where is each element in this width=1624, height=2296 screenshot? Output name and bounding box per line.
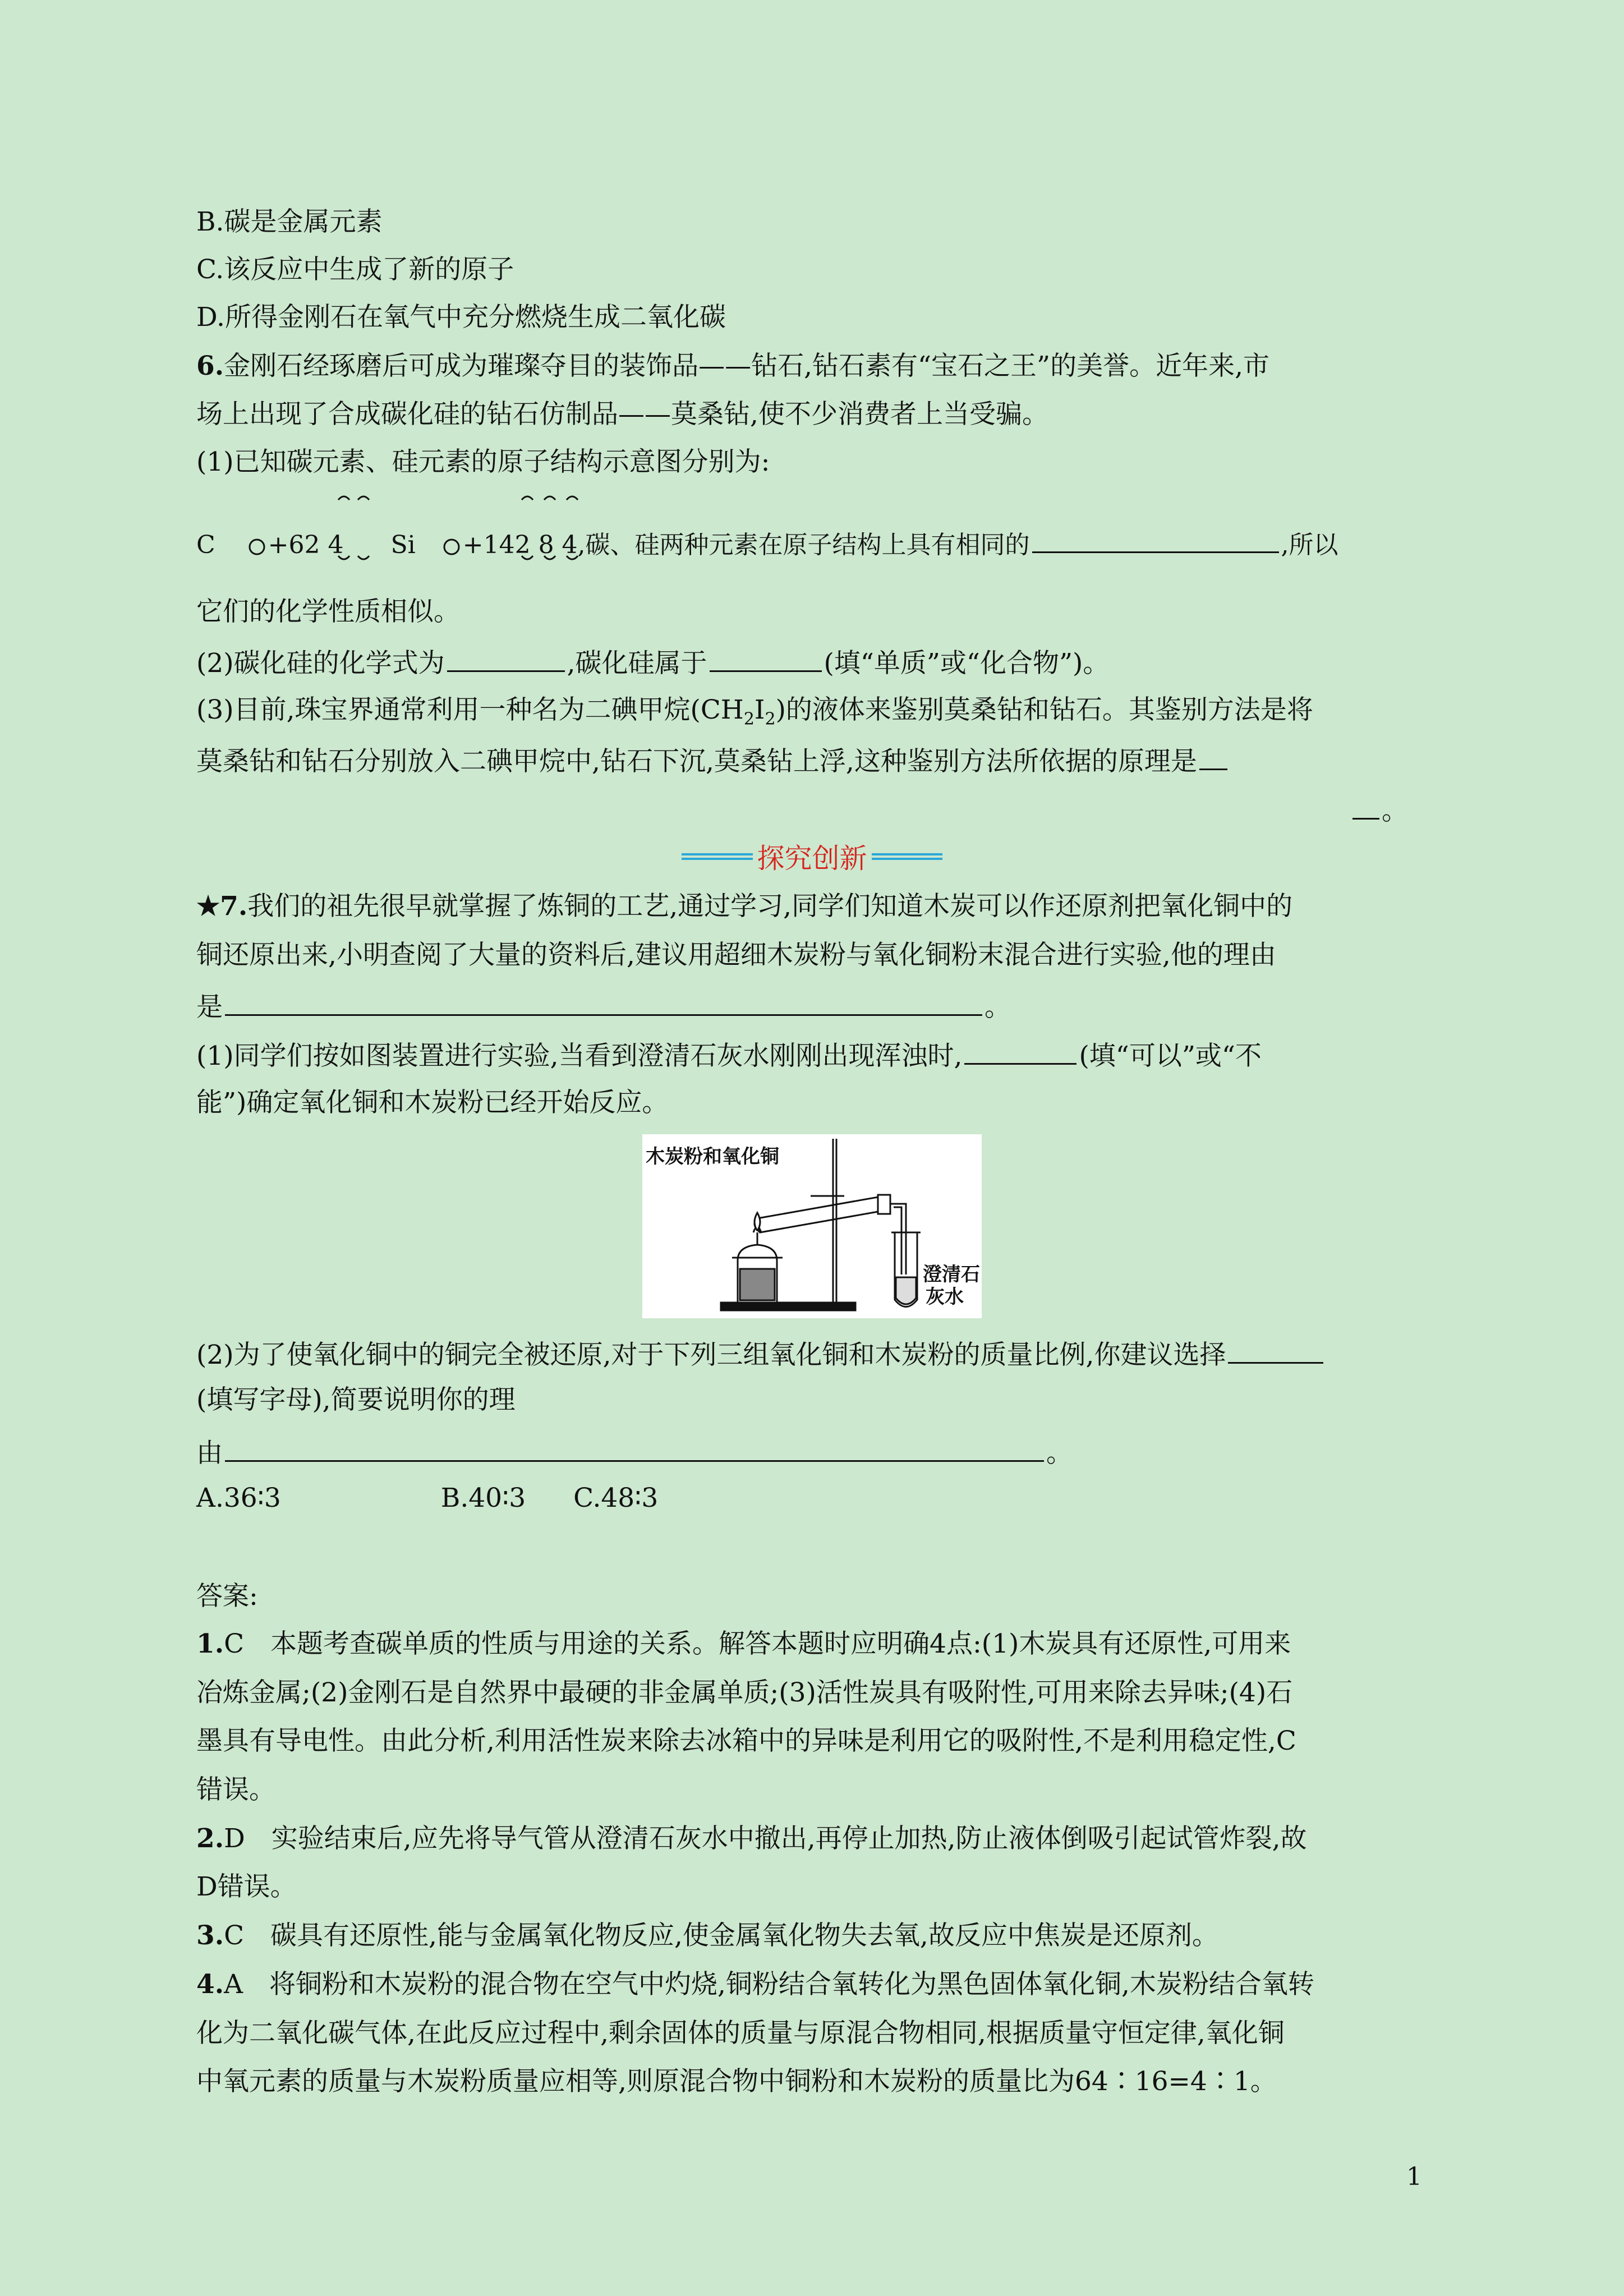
figure-label-reactants: 木炭粉和氧化铜: [646, 1145, 779, 1168]
carbon-atom-diagram: [246, 528, 344, 563]
q6-part3: [196, 693, 1428, 737]
q7-option-c: C.48∶3: [573, 1483, 659, 1513]
q6-part3-text-c: 莫桑钻和钻石分别放入二碘甲烷中,钻石下沉,莫桑钻上浮,这种鉴别方法所依据的原理是: [196, 746, 1197, 777]
carbon-diagram-text: +62 4: [268, 531, 344, 559]
answer-1-line4: 错误。: [196, 1774, 275, 1805]
q6-atom-line: [196, 524, 1428, 563]
q6-part3-text-b: )的液体来鉴别莫桑钻和钻石。其鉴别方法是将: [775, 694, 1313, 725]
option-b: B.碳是金属元素: [196, 206, 383, 237]
q6-part1-end: ,所以: [1281, 531, 1338, 559]
electron-shell-arcs-icon: [335, 489, 386, 573]
q7-number: ★7.: [196, 891, 248, 922]
q6-part3-end: 。: [1382, 795, 1408, 826]
answer-2-line2: D错误。: [196, 1871, 297, 1902]
q6-blank-principle[interactable]: [1199, 742, 1227, 770]
q7-options: [196, 1481, 1428, 1516]
option-c: C.该反应中生成了新的原子: [196, 254, 514, 285]
answer-1-line2: 冶炼金属;(2)金刚石是自然界中最硬的非金属单质;(3)活性炭具有吸附性,可用来除去异味;(4)石: [196, 1677, 1293, 1708]
q6-part2: [196, 643, 1428, 681]
subscript: 2: [765, 709, 776, 729]
answer-2-number: 2.: [196, 1823, 224, 1854]
q7-part2-line3-text: 由: [196, 1438, 223, 1469]
q6-intro-text: 金刚石经琢磨后可成为璀璨夺目的装饰品——钻石,钻石素有“宝石之王”的美誉。近年来,市: [224, 351, 1270, 381]
q7-option-a: A.36∶3: [196, 1483, 281, 1513]
q6-part3-iodine: I: [754, 694, 765, 725]
q6-intro-line2: 场上出现了合成碳化硅的钻石仿制品——莫桑钻,使不少消费者上当受骗。: [196, 399, 1048, 430]
q7-blank-can[interactable]: [964, 1036, 1076, 1065]
answer-4-number: 4.: [196, 1969, 224, 2000]
q7-blank-choice[interactable]: [1228, 1335, 1323, 1364]
electron-shell-arcs-icon: [519, 489, 592, 573]
answers-heading: 答案:: [196, 1581, 258, 1612]
answer-3-text: C 碳具有还原性,能与金属氧化物反应,使金属氧化物失去氧,故反应中焦炭是还原剂。: [224, 1920, 1218, 1951]
q7-part1: [196, 1036, 1428, 1074]
answer-1-line3: 墨具有导电性。由此分析,利用活性炭来除去冰箱中的异味是利用它的吸附性,不是利用稳定性,C: [196, 1726, 1296, 1756]
answer-2-line1: [196, 1821, 1428, 1856]
silicon-diagram-text: +142 8 4: [462, 531, 578, 559]
answer-1-line1: [196, 1627, 1428, 1662]
q6-part1: (1)已知碳元素、硅元素的原子结构示意图分别为:: [196, 447, 770, 477]
nucleus-circle-icon: [440, 536, 463, 558]
q7-part2-line3: [196, 1433, 1428, 1471]
silicon-atom-diagram: [440, 528, 578, 563]
answer-4-line3: 中氧元素的质量与木炭粉质量应相等,则原混合物中铜粉和木炭粉的质量比为64∶16=4∶1。: [196, 2066, 1277, 2097]
silicon-symbol: Si: [390, 531, 416, 559]
section-title: [682, 837, 942, 876]
nucleus-circle-icon: [246, 536, 268, 558]
q7-part2-line2: (填写字母),简要说明你的理: [196, 1384, 516, 1415]
q7-line2: 铜还原出来,小明查阅了大量的资料后,建议用超细木炭粉与氧化铜粉末混合进行实验,他的理由: [196, 940, 1276, 970]
q7-part1-line2: 能”)确定氧化铜和木炭粉已经开始反应。: [196, 1087, 669, 1118]
q6-blank-formula[interactable]: [447, 643, 565, 672]
q7-line1: [196, 889, 1428, 924]
answer-1-number: 1.: [196, 1628, 224, 1659]
section-title-text: 探究创新: [757, 843, 867, 875]
q6-part3-line3: [196, 791, 1428, 829]
q6-part3-text-a: (3)目前,珠宝界通常利用一种名为二碘甲烷(CH: [196, 694, 744, 725]
q6-part3-line2: [196, 742, 1428, 779]
q6-part1-mid: ,碳、硅两种元素在原子结构上具有相同的: [577, 531, 1030, 559]
q7-part2-text-a: (2)为了使氧化铜中的铜完全被还原,对于下列三组氧化铜和木炭粉的质量比例,你建议选择: [196, 1340, 1226, 1370]
q6-part2-text-a: (2)碳化硅的化学式为: [196, 648, 445, 679]
q7-line3-text: 是: [196, 992, 223, 1023]
q7-option-b: B.40∶3: [440, 1483, 526, 1513]
answer-4-line2: 化为二氧化碳气体,在此反应过程中,剩余固体的质量与原混合物相同,根据质量守恒定律,氧化铜: [196, 2018, 1285, 2049]
q6-blank-principle-cont[interactable]: [1352, 791, 1379, 820]
answer-4-text: A 将铜粉和木炭粉的混合物在空气中灼烧,铜粉结合氧转化为黑色固体氧化铜,木炭粉结合氧转: [224, 1969, 1314, 2000]
answer-2-text: D 实验结束后,应先将导气管从澄清石灰水中撤出,再停止加热,防止液体倒吸引起试管炸裂,故: [224, 1823, 1307, 1854]
answer-1-text: C 本题考查碳单质的性质与用途的关系。解答本题时应明确4点:(1)木炭具有还原性,可用来: [224, 1628, 1291, 1659]
q6-part2-text-c: (填“单质”或“化合物”)。: [823, 648, 1110, 679]
experiment-apparatus-figure: [642, 1134, 982, 1318]
q6-part1-line2: 它们的化学性质相似。: [196, 596, 460, 627]
q7-part1-text-b: (填“可以”或“不: [1079, 1041, 1262, 1071]
subscript: 2: [743, 709, 755, 729]
q7-part2: [196, 1335, 1428, 1373]
q6-blank-type[interactable]: [710, 643, 822, 672]
q7-part1-text-a: (1)同学们按如图装置进行实验,当看到澄清石灰水刚刚出现浑浊时,: [196, 1041, 963, 1071]
q7-blank-explain[interactable]: [225, 1433, 1044, 1462]
q7-line3-end: 。: [984, 992, 1011, 1023]
title-bar-right: [872, 852, 943, 862]
q7-line1-text: 我们的祖先很早就掌握了炼铜的工艺,通过学习,同学们知道木炭可以作还原剂把氧化铜中的: [247, 891, 1293, 922]
q7-part2-line3-end: 。: [1046, 1438, 1073, 1469]
answer-3-number: 3.: [196, 1920, 224, 1951]
answer-3-line1: [196, 1918, 1428, 1953]
carbon-symbol: C: [196, 531, 215, 559]
q6-part2-text-b: ,碳化硅属于: [567, 648, 707, 679]
figure-label-limewater-2: 灰水: [926, 1286, 964, 1308]
q7-line3: [196, 987, 1428, 1025]
q6-blank-1[interactable]: [1032, 524, 1279, 553]
page-number: 1: [1406, 2162, 1422, 2191]
q6-intro-line1: [196, 349, 1428, 384]
figure-label-limewater-1: 澄清石: [923, 1263, 980, 1286]
title-bar-left: [682, 852, 753, 862]
q7-blank-reason[interactable]: [225, 987, 982, 1016]
q6-number: 6.: [196, 351, 224, 381]
option-d: D.所得金刚石在氧气中充分燃烧生成二氧化碳: [196, 302, 726, 333]
answer-4-line1: [196, 1967, 1428, 2002]
